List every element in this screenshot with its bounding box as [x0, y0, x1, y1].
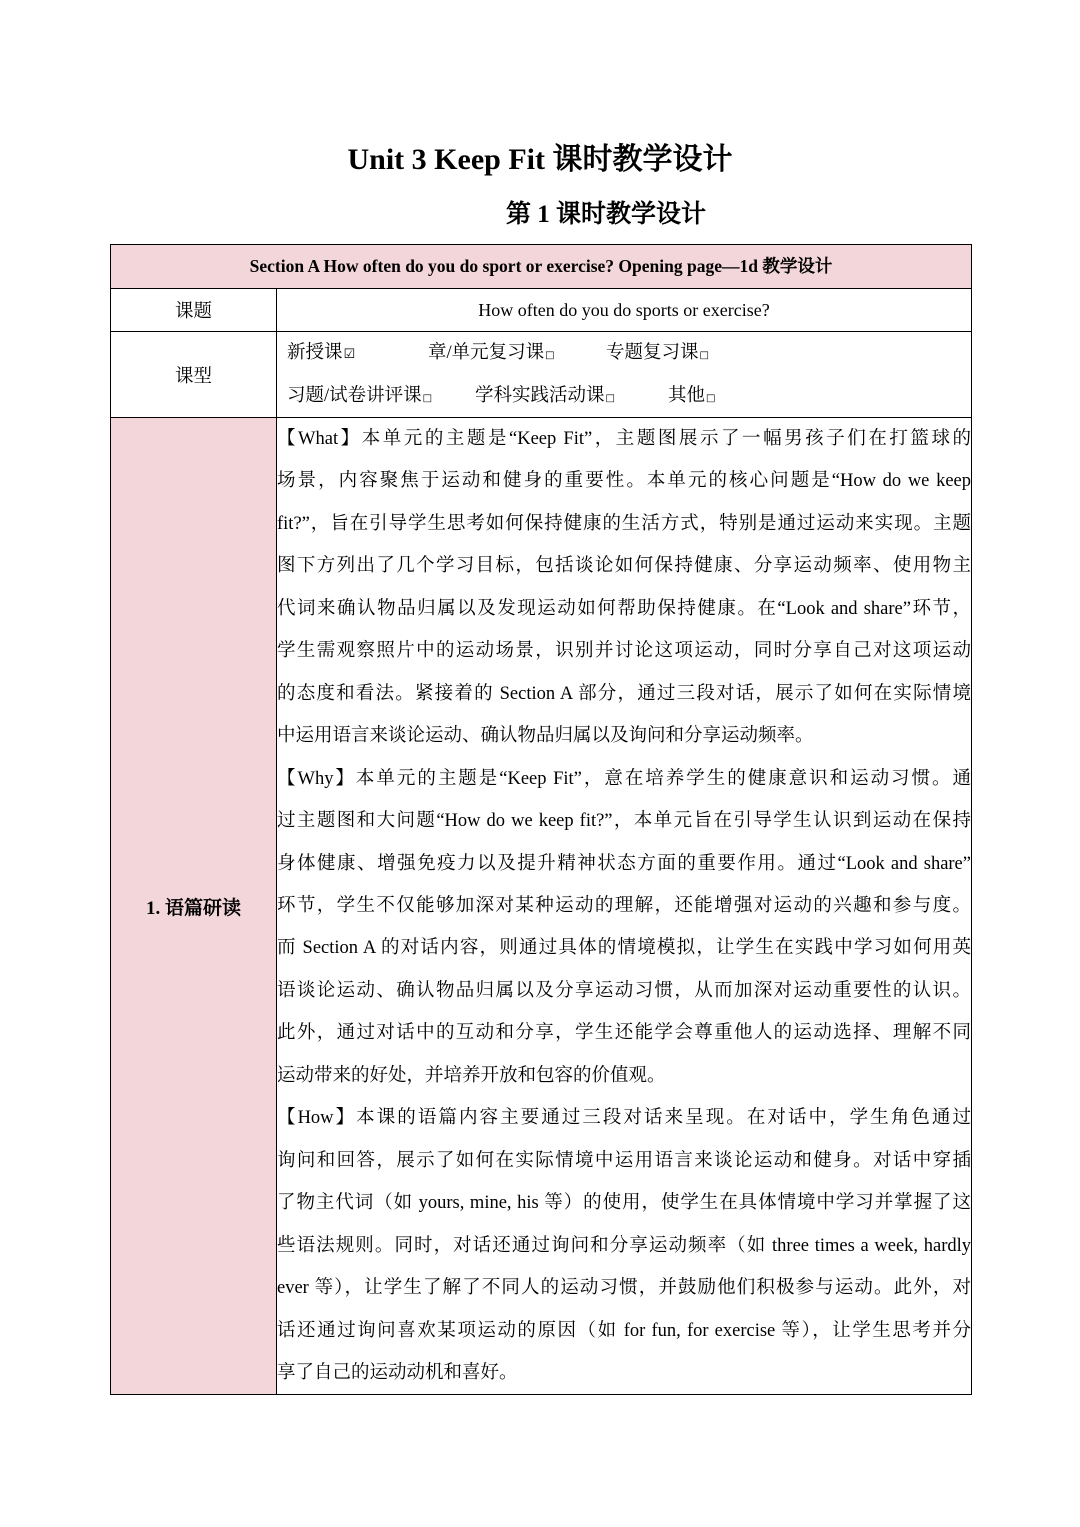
text-line: 了物主代词（如 yours, mine, his 等）的使用，使学生在具体情境中学习并掌握了这: [277, 1193, 971, 1214]
option-label: 章/单元复习课: [428, 343, 545, 363]
empty-box-icon: □: [422, 392, 433, 404]
text-line: 享了自己的运动动机和喜好。: [277, 1362, 518, 1383]
empty-box-icon: □: [605, 392, 615, 404]
text-line: 些语法规则。同时，对话还通过询问和分享运动频率（如 three times a week, hardly: [277, 1235, 971, 1256]
paragraph-what: [277, 418, 971, 758]
text-line: 代词来确认物品归属以及发现运动如何帮助保持健康。在“Look and share”环节，: [277, 598, 971, 619]
text-line: 图下方列出了几个学习目标，包括谈论如何保持健康、分享运动频率、使用物主: [277, 556, 971, 577]
text-study-label: 1. 语篇研读: [111, 418, 277, 1395]
option-topic-review: [606, 332, 709, 378]
topic-label: 课题: [111, 289, 277, 332]
text-line: 【What】本单元的主题是“Keep Fit”，主题图展示了一幅男孩子们在打篮球的: [277, 429, 971, 449]
document-title: Unit 3 Keep Fit 课时教学设计: [347, 143, 733, 176]
document-subtitle: 第 1 课时教学设计: [506, 201, 707, 228]
text-line: 身体健康、增强免疫力以及提升精神状态方面的重要作用。通过“Look and share”: [277, 853, 971, 874]
text-line: 而 Section A 的对话内容，则通过具体的情境模拟，让学生在实践中学习如何用英: [277, 938, 971, 959]
option-other: [668, 375, 715, 421]
paragraph-why: [277, 758, 971, 1098]
text-line: 中运用语言来谈论运动、确认物品归属以及询问和分享运动频率。: [277, 726, 814, 747]
option-practice-activity: [475, 375, 615, 421]
topic-value: How often do you do sports or exercise?: [277, 289, 972, 332]
section-header: Section A How often do you do sport or exercise? Opening page—1d 教学设计: [111, 245, 972, 289]
lesson-type-label: 课型: [111, 332, 277, 418]
text-line: 此外，通过对话中的互动和分享，学生还能学会尊重他人的运动选择、理解不同: [277, 1023, 971, 1044]
empty-box-icon: □: [699, 350, 709, 361]
option-unit-review: [428, 332, 555, 378]
text-line: 运动带来的好处，并培养开放和包容的价值观。: [277, 1065, 666, 1086]
option-label: 新授课: [287, 343, 343, 363]
lesson-type-row: [111, 332, 972, 418]
empty-box-icon: □: [706, 392, 716, 404]
paragraph-how: [277, 1097, 971, 1394]
option-label: 专题复习课: [606, 343, 699, 363]
option-exercise-review: [287, 375, 432, 421]
text-line: 语谈论运动、确认物品归属以及分享运动习惯，从而加深对运动重要性的认识。: [277, 980, 971, 1001]
text-line: 场景，内容聚焦于运动和健身的重要性。本单元的核心问题是“How do we keep: [277, 471, 971, 492]
empty-box-icon: □: [545, 350, 555, 361]
text-line: ever 等），让学生了解了不同人的运动习惯，并鼓励他们积极参与运动。此外，对: [277, 1278, 971, 1299]
topic-row: [111, 289, 972, 332]
text-line: 【How】本课的语篇内容主要通过三段对话来呈现。在对话中，学生角色通过: [277, 1108, 971, 1129]
text-line: 【Why】本单元的主题是“Keep Fit”，意在培养学生的健康意识和运动习惯。通: [277, 768, 971, 789]
checked-box-icon: ☑: [343, 347, 356, 362]
option-new-lesson: [287, 332, 355, 377]
option-label: 习题/试卷讲评课: [287, 385, 422, 406]
lesson-type-options: [277, 332, 972, 418]
text-line: 过主题图和大问题“How do we keep fit?”，本单元旨在引导学生认识到运动在保持: [277, 811, 971, 832]
text-line: 环节，学生不仅能够加深对某种运动的理解，还能增强对运动的兴趣和参与度。: [277, 895, 971, 916]
text-study-body: [277, 418, 972, 1395]
text-line: 的态度和看法。紧接着的 Section A 部分，通过三段对话，展示了如何在实际情境: [277, 683, 971, 704]
text-line: 询问和回答，展示了如何在实际情境中运用语言来谈论运动和健身。对话中穿插: [277, 1150, 971, 1171]
option-label: 其他: [668, 385, 706, 406]
text-line: 学生需观察照片中的运动场景，识别并讨论这项运动，同时分享自己对这项运动: [277, 641, 971, 662]
text-line: 话还通过询问喜欢某项运动的原因（如 for fun, for exercise 等），让学生思考并分: [277, 1320, 971, 1341]
text-study-row: [111, 418, 972, 1395]
text-line: fit?”，旨在引导学生思考如何保持健康的生活方式，特别是通过运动来实现。主题: [277, 513, 971, 534]
option-label: 学科实践活动课: [475, 385, 605, 406]
lesson-plan-table: [110, 244, 972, 1395]
table-header-row: [111, 245, 972, 289]
